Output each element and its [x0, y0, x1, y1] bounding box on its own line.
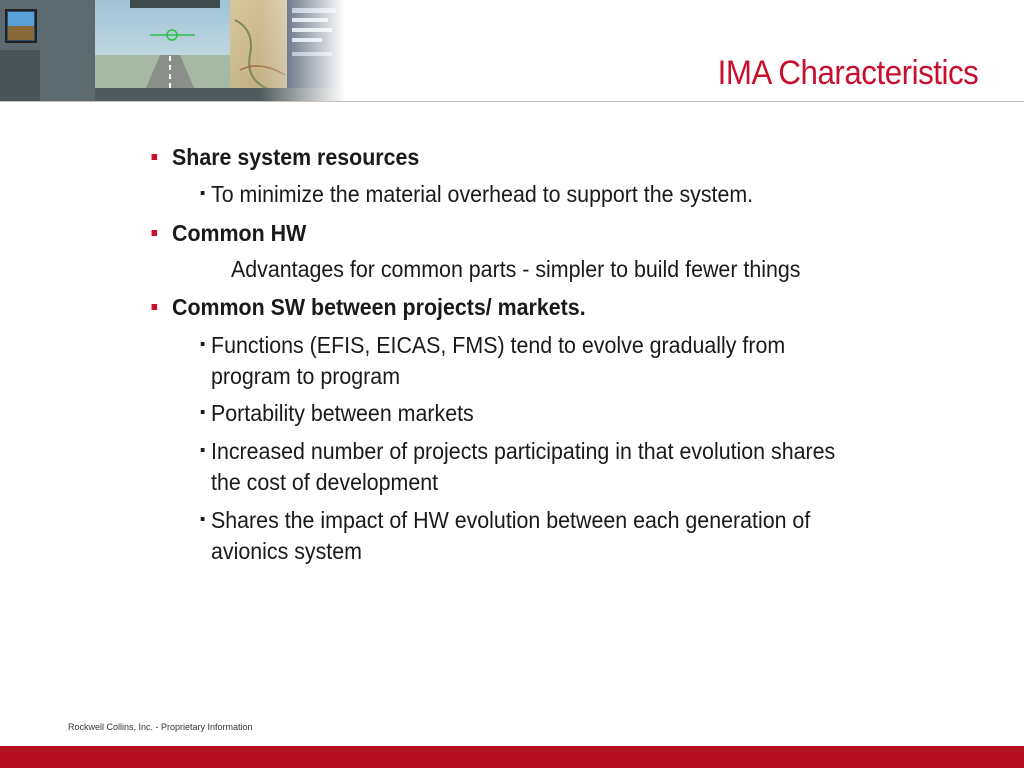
bullet-item	[172, 220, 306, 247]
footer-text: Rockwell Collins, Inc. - Proprietary Information	[68, 722, 253, 732]
sub-bullet-text: To minimize the material overhead to support the system.	[211, 181, 754, 207]
square-bullet-icon	[152, 230, 158, 236]
indented-note: Advantages for common parts - simpler to build fewer things	[231, 256, 801, 282]
bullet-text: Share system resources	[172, 144, 420, 170]
sub-bullet-item	[211, 398, 474, 429]
slide-title: IMA Characteristics	[717, 54, 978, 92]
sub-bullet-item	[211, 330, 785, 392]
square-bullet-icon	[201, 410, 205, 414]
square-bullet-icon	[201, 517, 205, 521]
bullet-text: Common SW between projects/ markets.	[172, 294, 586, 320]
square-bullet-icon	[152, 304, 158, 310]
square-bullet-icon	[201, 448, 205, 452]
bullet-item	[172, 294, 586, 321]
sub-bullet-line: Portability between markets	[211, 400, 474, 426]
sub-bullet-line: program to program	[211, 363, 401, 389]
square-bullet-icon	[201, 342, 205, 346]
sub-bullet-item	[211, 436, 835, 498]
bullet-text: Common HW	[172, 220, 307, 246]
bullet-item	[172, 144, 419, 171]
sub-bullet-line: Increased number of projects participating in that evolution shares	[211, 438, 836, 464]
footer-bar	[0, 746, 1024, 768]
sub-bullet-line: avionics system	[211, 538, 362, 564]
sub-bullet-line: Shares the impact of HW evolution between each generation of	[211, 507, 811, 533]
sub-bullet-line: the cost of development	[211, 469, 439, 495]
square-bullet-icon	[201, 191, 205, 195]
sub-bullet-item	[211, 179, 753, 210]
sub-bullet-item	[211, 505, 810, 567]
square-bullet-icon	[152, 154, 158, 160]
sub-bullet-line: Functions (EFIS, EICAS, FMS) tend to evolve gradually from	[211, 332, 786, 358]
